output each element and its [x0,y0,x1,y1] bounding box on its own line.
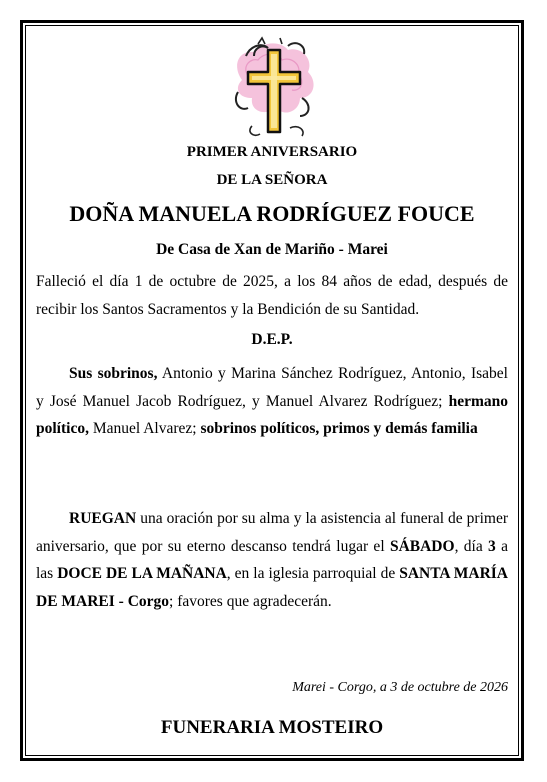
death-paragraph: Falleció el día 1 de octubre de 2025, a los 84 años de edad, después de recibir los Santos Sacramentos y la Bendición de su Santidad. [36,273,508,318]
funeral-home-name: FUNERARIA MOSTEIRO [160,717,384,738]
cross-icon [228,36,320,140]
ruegan-word: RUEGAN [69,510,137,527]
request-text-1: una oración por su alma y la asistencia al funeral de primer aniversario, que por su eterno descanso tendrá lugar el [36,510,508,555]
request-text-5: ; favores que agradecerán. [169,592,332,610]
request-text-2: , día [454,537,489,555]
deceased-name: DOÑA MANUELA RODRÍGUEZ FOUCE [69,201,475,226]
request-paragraph [36,505,508,615]
hermano-name: Manuel Alvarez; [88,420,201,437]
dep-heading: D.E.P. [251,331,293,348]
place-and-date: Marei - Corgo, a 3 de octubre de 2026 [292,680,508,695]
church-name: SANTA MARÍA DE MAREI - Corgo [36,565,509,610]
house-name: De Casa de Xan de Mariño - Marei [156,241,388,258]
service-day-name: SÁBADO [389,537,455,555]
sobrinos-names: Antonio y Marina Sánchez Rodríguez, Antonio, Isabel y José Manuel Jacob Rodríguez, y Manuel Alvarez Rodríguez; [36,365,508,410]
service-day-number: 3 [488,537,496,555]
other-relatives: sobrinos políticos, primos y demás familia [200,420,478,437]
heading-anniversary: PRIMER ANIVERSARIO [186,144,358,160]
family-paragraph [36,360,508,443]
hermano-label: hermano político, [36,392,508,437]
request-text-4: , en la iglesia parroquial de [226,565,400,582]
service-time: DOCE DE LA MAÑANA [57,565,227,582]
heading-lady: DE LA SEÑORA [216,172,328,188]
sobrinos-label: Sus sobrinos, [69,365,158,382]
request-text-3: a las [36,537,508,582]
